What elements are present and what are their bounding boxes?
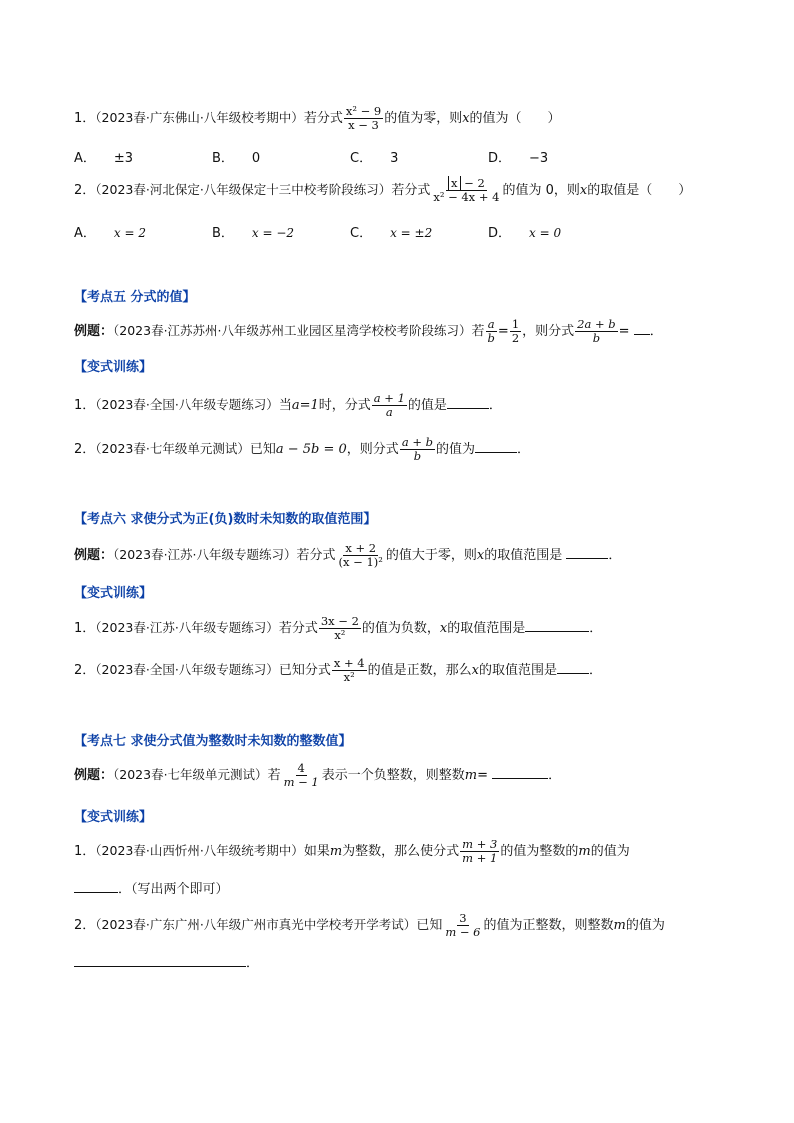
fraction [337,542,385,569]
question-source: （2023春·山西忻州·八年级统考期中） [95,843,304,859]
option-label: B． [212,226,234,241]
question-text: 的取值范围是 [484,548,563,564]
hint-text: ．（写出两个即可） [118,882,229,897]
question-number: 2 [74,183,83,199]
question-text: 的取值范围是 [447,621,526,637]
fraction-numerator: x² − 9 [345,104,382,118]
question-text: 的值为负数， [361,621,440,637]
question-text: 已知分式 [278,663,331,679]
question-number: 2 [74,663,83,679]
fraction-numerator: a + b [401,435,433,449]
option-label: D． [488,151,512,166]
question-text: 若分式 [278,621,318,637]
fraction [332,657,367,684]
answer-blank[interactable] [557,661,589,674]
question-1: 1．（2023春·广东佛山·八年级校考期中）若分式 $\frac{\text{x² − 9}}{x - 3}$ 的值为零，则x的值为（ ） [74,104,561,133]
fraction-numerator: a [487,317,495,331]
example-label: 例题： [74,768,114,784]
question-source: （2023春·江苏苏州·八年级苏州工业园区星湾学校校考阶段练习） [113,323,472,339]
fraction-denominator: x² [334,628,346,643]
variable: x [476,548,485,564]
numerator-rest: − 2 [460,176,485,190]
question-number: 1 [74,844,83,860]
variable: x [462,111,470,127]
question-number: 2 [74,918,83,934]
question-number: 1 [74,398,83,414]
question-number: 2 [74,442,83,458]
fraction [575,318,617,345]
section-heading: 【考点五 分式的值】 [74,290,196,305]
question-text: 若分式 [303,111,343,127]
question-source: （2023春·江苏·八年级专题练习） [95,620,279,636]
fraction-denominator: m − 1 [283,775,319,790]
training-7-1: 1．（2023春·山西忻州·八年级统考期中）如果m为整数，那么使分式 $\frac{m + 3}{m + 1}$ 的值为整数的m的值为 [74,837,630,866]
fraction [510,318,521,345]
fraction-denominator: a [385,405,393,420]
option-text: ±3 [113,151,134,166]
question-text: 的取值范围是 [478,663,557,679]
question-text: 的值为正整数，则整数 [483,918,614,934]
fraction [443,912,482,939]
option-text: 0 [251,151,261,166]
fraction [460,838,499,865]
fraction [400,436,435,463]
question-source: （2023春·广东广州·八年级广州市真光中学校考开学考试） [95,917,417,933]
equals-sign: = [618,324,630,340]
question-source: （2023春·河北保定·八年级保定十三中校考阶段练习） [95,182,392,198]
question-2: 2．（2023春·河北保定·八年级保定十三中校考阶段练习）若分式 $\frac{x - 2}{\text{x² − 4x + 4}}$ 的值为 0，则x的取值是（ ） [74,176,692,205]
question-text: 若 [471,324,485,340]
option-text: x = 2 [113,226,146,240]
option-text: 3 [390,151,399,166]
option-text: x = −2 [251,226,295,240]
question-source: （2023春·全国·八年级专题练习） [95,397,279,413]
training-7-2-cont: ． [74,952,259,971]
condition: a − 5b = 0 [275,442,347,458]
example-label: 例题： [74,324,114,340]
variable: x [471,663,479,679]
variable: m [464,768,478,784]
question-source: （2023春·广东佛山·八年级校考期中） [95,110,304,126]
option-d[interactable] [488,222,561,241]
option-d[interactable] [488,147,548,166]
training-7-1-cont [74,878,229,897]
question-text: 时，分式 [318,398,371,414]
variable: m [613,918,626,934]
fraction [486,318,497,345]
question-text: 的值为零，则 [384,111,463,127]
fraction-numerator: m + 3 [462,837,498,851]
fraction-numerator: 1 [511,317,520,331]
fraction-denominator: x² [343,670,355,685]
fraction-denominator: m + 1 [462,851,498,866]
training-5-2: 2．（2023春·七年级单元测试）已知a − 5b = 0，则分式 $\frac{a + b}{b}$ 的值为 ． [74,435,531,464]
option-label: C． [350,226,373,241]
training-6-1: 1．（2023春·江苏·八年级专题练习）若分式 $\frac{3x - 2}{\text{x²}}$ 的值为负数，x的取值范围是 ． [74,614,603,643]
question-text: 的值是 [407,398,447,414]
example-label: 例题： [74,548,114,564]
question-text: 为整数，那么使分式 [342,844,460,860]
fraction-denominator: 2 [511,331,520,346]
question-number: 1 [74,111,83,127]
fraction-denominator: x − 3 [348,118,379,133]
question-text: 已知 [249,442,276,458]
question-text: 的值为 0，则 [502,183,580,199]
training-heading: 【变式训练】 [74,360,153,375]
example-5: 例题：（2023春·江苏苏州·八年级苏州工业园区星湾学校校考阶段练习）若 $\frac{a}{b}$ = $\frac{1}{2}$ ，则分式 $\frac{2a + b}{b}$ = ． [74,317,663,346]
answer-blank[interactable] [525,619,589,632]
fraction [344,105,383,132]
section-heading: 【考点七 求使分式值为整数时未知数的整数值】 [74,734,352,749]
variable: m [578,844,591,860]
equals-sign: = [497,324,509,340]
fraction-denominator: (x − 1)² [338,555,383,570]
variable: x [579,183,588,199]
question-text: 如果 [303,844,330,860]
answer-blank[interactable] [634,322,650,335]
training-heading: 【变式训练】 [74,586,153,601]
answer-blank[interactable] [566,546,608,559]
fraction-denominator: b [592,331,601,346]
option-a[interactable] [74,147,133,166]
training-6-2: 2．（2023春·全国·八年级专题练习）已知分式 $\frac{x + 4}{\text{x²}}$ 的值是正数，那么x的取值范围是 ． [74,656,602,685]
fraction-denominator: m − 6 [445,925,481,940]
option-c[interactable] [350,222,432,241]
answer-blank[interactable] [447,396,489,409]
option-text: −3 [529,151,549,166]
variable: x [439,621,448,637]
question-text: 若 [267,768,281,784]
option-label: A． [74,226,96,241]
option-label: C． [350,151,373,166]
option-b[interactable] [212,222,294,241]
question-text: 的值为 [590,844,630,860]
answer-blank[interactable] [475,440,517,453]
absolute-value: x [448,176,461,190]
fraction-denominator: b [413,449,422,464]
training-5-1: 1．（2023春·全国·八年级专题练习）当a=1时，分式 $\frac{a + 1}{a}$ 的值是 ． [74,391,502,420]
fraction-numerator: 4 [297,761,305,775]
question-source: （2023春·七年级单元测试） [95,441,250,457]
option-b[interactable] [212,147,260,166]
option-text: x = 0 [529,226,562,240]
fraction-numerator: a + 1 [373,391,405,405]
question-text: 的值为整数的 [500,844,579,860]
question-source: （2023春·全国·八年级专题练习） [95,662,279,678]
question-source: （2023春·七年级单元测试） [113,767,268,783]
option-label: A． [74,151,96,166]
fraction-numerator [446,177,487,191]
question-text: 若分式 [391,183,431,199]
option-c[interactable] [350,147,398,166]
fraction-numerator: 2a + b [577,317,616,331]
fraction-numerator: 3 [459,911,467,925]
training-7-2: 2．（2023春·广东广州·八年级广州市真光中学校考开学考试）已知 $\frac{3}{m - 6}$ 的值为正整数，则整数m的值为 [74,911,665,940]
fraction [372,392,407,419]
training-heading: 【变式训练】 [74,810,153,825]
question-text: 的值是正数，那么 [367,663,472,679]
question-text: 的值为（ ） [469,111,561,127]
option-text: x = ±2 [390,226,433,240]
option-label: D． [488,226,512,241]
option-a[interactable] [74,222,146,241]
condition: a=1 [291,398,319,414]
question-number: 1 [74,621,83,637]
question-text: ，则分式 [346,442,399,458]
answer-blank[interactable] [492,766,548,779]
option-label: B． [212,151,234,166]
example-7: 例题：（2023春·七年级单元测试）若 $\frac{4}{m - 1}$ 表示一个负整数，则整数m= ． [74,761,562,790]
question-text: 的值大于零，则 [385,548,477,564]
question-text: 的值为 [625,918,665,934]
fraction-numerator: 3x − 2 [320,614,359,628]
fraction [319,615,361,642]
question-text: 已知 [416,918,443,934]
answer-blank[interactable] [74,954,246,967]
question-text: 表示一个负整数，则整数 [321,768,465,784]
fraction-denominator: b [487,331,495,346]
question-text: 若分式 [296,548,336,564]
fraction-numerator: x + 2 [345,541,377,555]
question-text: 的取值是（ ） [587,183,692,199]
fraction [431,177,501,204]
example-6: 例题：（2023春·江苏·八年级专题练习）若分式 $\frac{x + 2}{\text{(x − 1)²}}$ 的值大于零，则x的取值范围是 ． [74,541,622,570]
question-text: ，则分式 [522,324,575,340]
answer-blank[interactable] [74,880,118,893]
section-heading: 【考点六 求使分式为正(负)数时未知数的取值范围】 [74,512,377,527]
equals-sign: = [477,768,488,784]
fraction-denominator: x² − 4x + 4 [433,190,500,205]
variable: m [329,844,343,860]
fraction-numerator: x + 4 [333,656,365,670]
question-text: 当 [278,398,292,414]
question-source: （2023春·江苏·八年级专题练习） [113,547,297,563]
question-text: 的值为 [435,442,475,458]
fraction [282,762,321,789]
